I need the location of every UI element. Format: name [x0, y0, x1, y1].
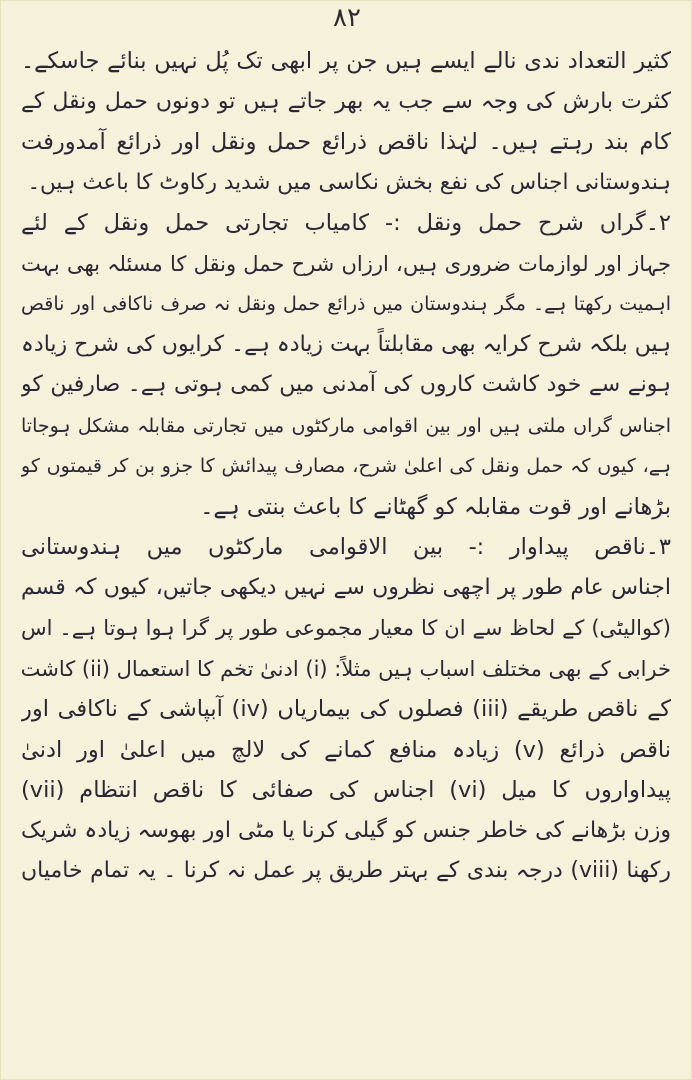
text-line: ہونے سے خود کاشت کاروں کی آمدنی میں کمی ہوتی ہے۔ صارفین کو	[21, 372, 671, 397]
text-line: ہیں بلکہ شرح کرایہ بھی مقابلتاً بہت زیادہ ہے۔ کرایوں کی شرح زیادہ	[21, 331, 671, 357]
text-line: کثیر التعداد ندی نالے ایسے ہیں جن پر ابھی تک پُل نہیں بنائے جاسکے۔	[21, 48, 671, 74]
text-line: (کوالیٹی) کے لحاظ سے ان کا معیار مجموعی طور پر گرا ہوا ہوتا ہے۔ اس	[21, 616, 671, 640]
text-line: خرابی کے بھی مختلف اسباب ہیں مثلاً: (i) ادنیٰ تخم کا استعمال (ii) کاشت	[21, 656, 671, 681]
text-line: اہمیت رکھتا ہے۔ مگر ہندوستان میں ذرائع حمل ونقل نہ صرف ناکافی اور ناقص	[21, 293, 671, 315]
text-line: رکھنا (viii) درجہ بندی کے بہتر طریق پر عمل نہ کرنا ۔ یہ تمام خامیاں	[21, 858, 671, 883]
body-text	[21, 41, 671, 892]
section-heading-line: ۳۔ناقص پیداوار :- بین الاقوامی مارکٹوں میں ہندوستانی	[21, 534, 671, 560]
text-line: کے ناقص طریقے (iii) فصلوں کی بیماریاں (iv) آبپاشی کے ناکافی اور	[21, 696, 671, 722]
text-line: وزن بڑھانے کی خاطر جنس کو گیلی کرنا یا مٹی اور بھوسہ زیادہ شریک	[21, 817, 671, 843]
section-heading-line: ۲۔گراں شرح حمل ونقل :- کامیاب تجارتی حمل ونقل کے لئے	[21, 210, 671, 236]
text-line: ہے، کیوں کہ حمل ونقل کی اعلیٰ شرح، مصارف پیدائش کا جزو بن کر قیمتوں کو	[21, 455, 671, 477]
text-line: کثرت بارش کی وجہ سے جب یہ بھر جاتے ہیں تو دونوں حمل ونقل کے	[21, 88, 671, 114]
text-line: اجناس عام طور پر اچھی نظروں سے نہیں دیکھی جاتیں، کیوں کہ قسم	[21, 574, 671, 600]
text-line: ناقص ذرائع (v) زیادہ منافع کمانے کی لالچ میں اعلیٰ اور ادنیٰ	[21, 736, 671, 763]
page-number: ۸۲	[333, 3, 361, 33]
text-line: ہندوستانی اجناس کی نفع بخش نکاسی میں شدید رکاوٹ کا باعث ہیں۔	[27, 169, 671, 195]
text-line: جہاز اور لوازمات ضروری ہیں، ارزاں شرح حمل ونقل کا مسئلہ بھی بہت	[21, 251, 671, 276]
text-line: پیداواروں کا میل (vi) اجناس کی صفائی کا ناقص انتظام (vii)	[21, 777, 671, 803]
text-line: اجناس گراں ملتی ہیں اور بین اقوامی مارکٹوں میں تجارتی مقابلہ مشکل ہوجاتا	[21, 414, 671, 437]
text-line: بڑھانے اور قوت مقابلہ کو گھٹانے کا باعث بنتی ہے۔	[200, 493, 671, 520]
text-line: کام بند رہتے ہیں۔ لہٰذا ناقص ذرائع حمل ونقل اور ذرائع آمدورفت	[21, 129, 671, 155]
